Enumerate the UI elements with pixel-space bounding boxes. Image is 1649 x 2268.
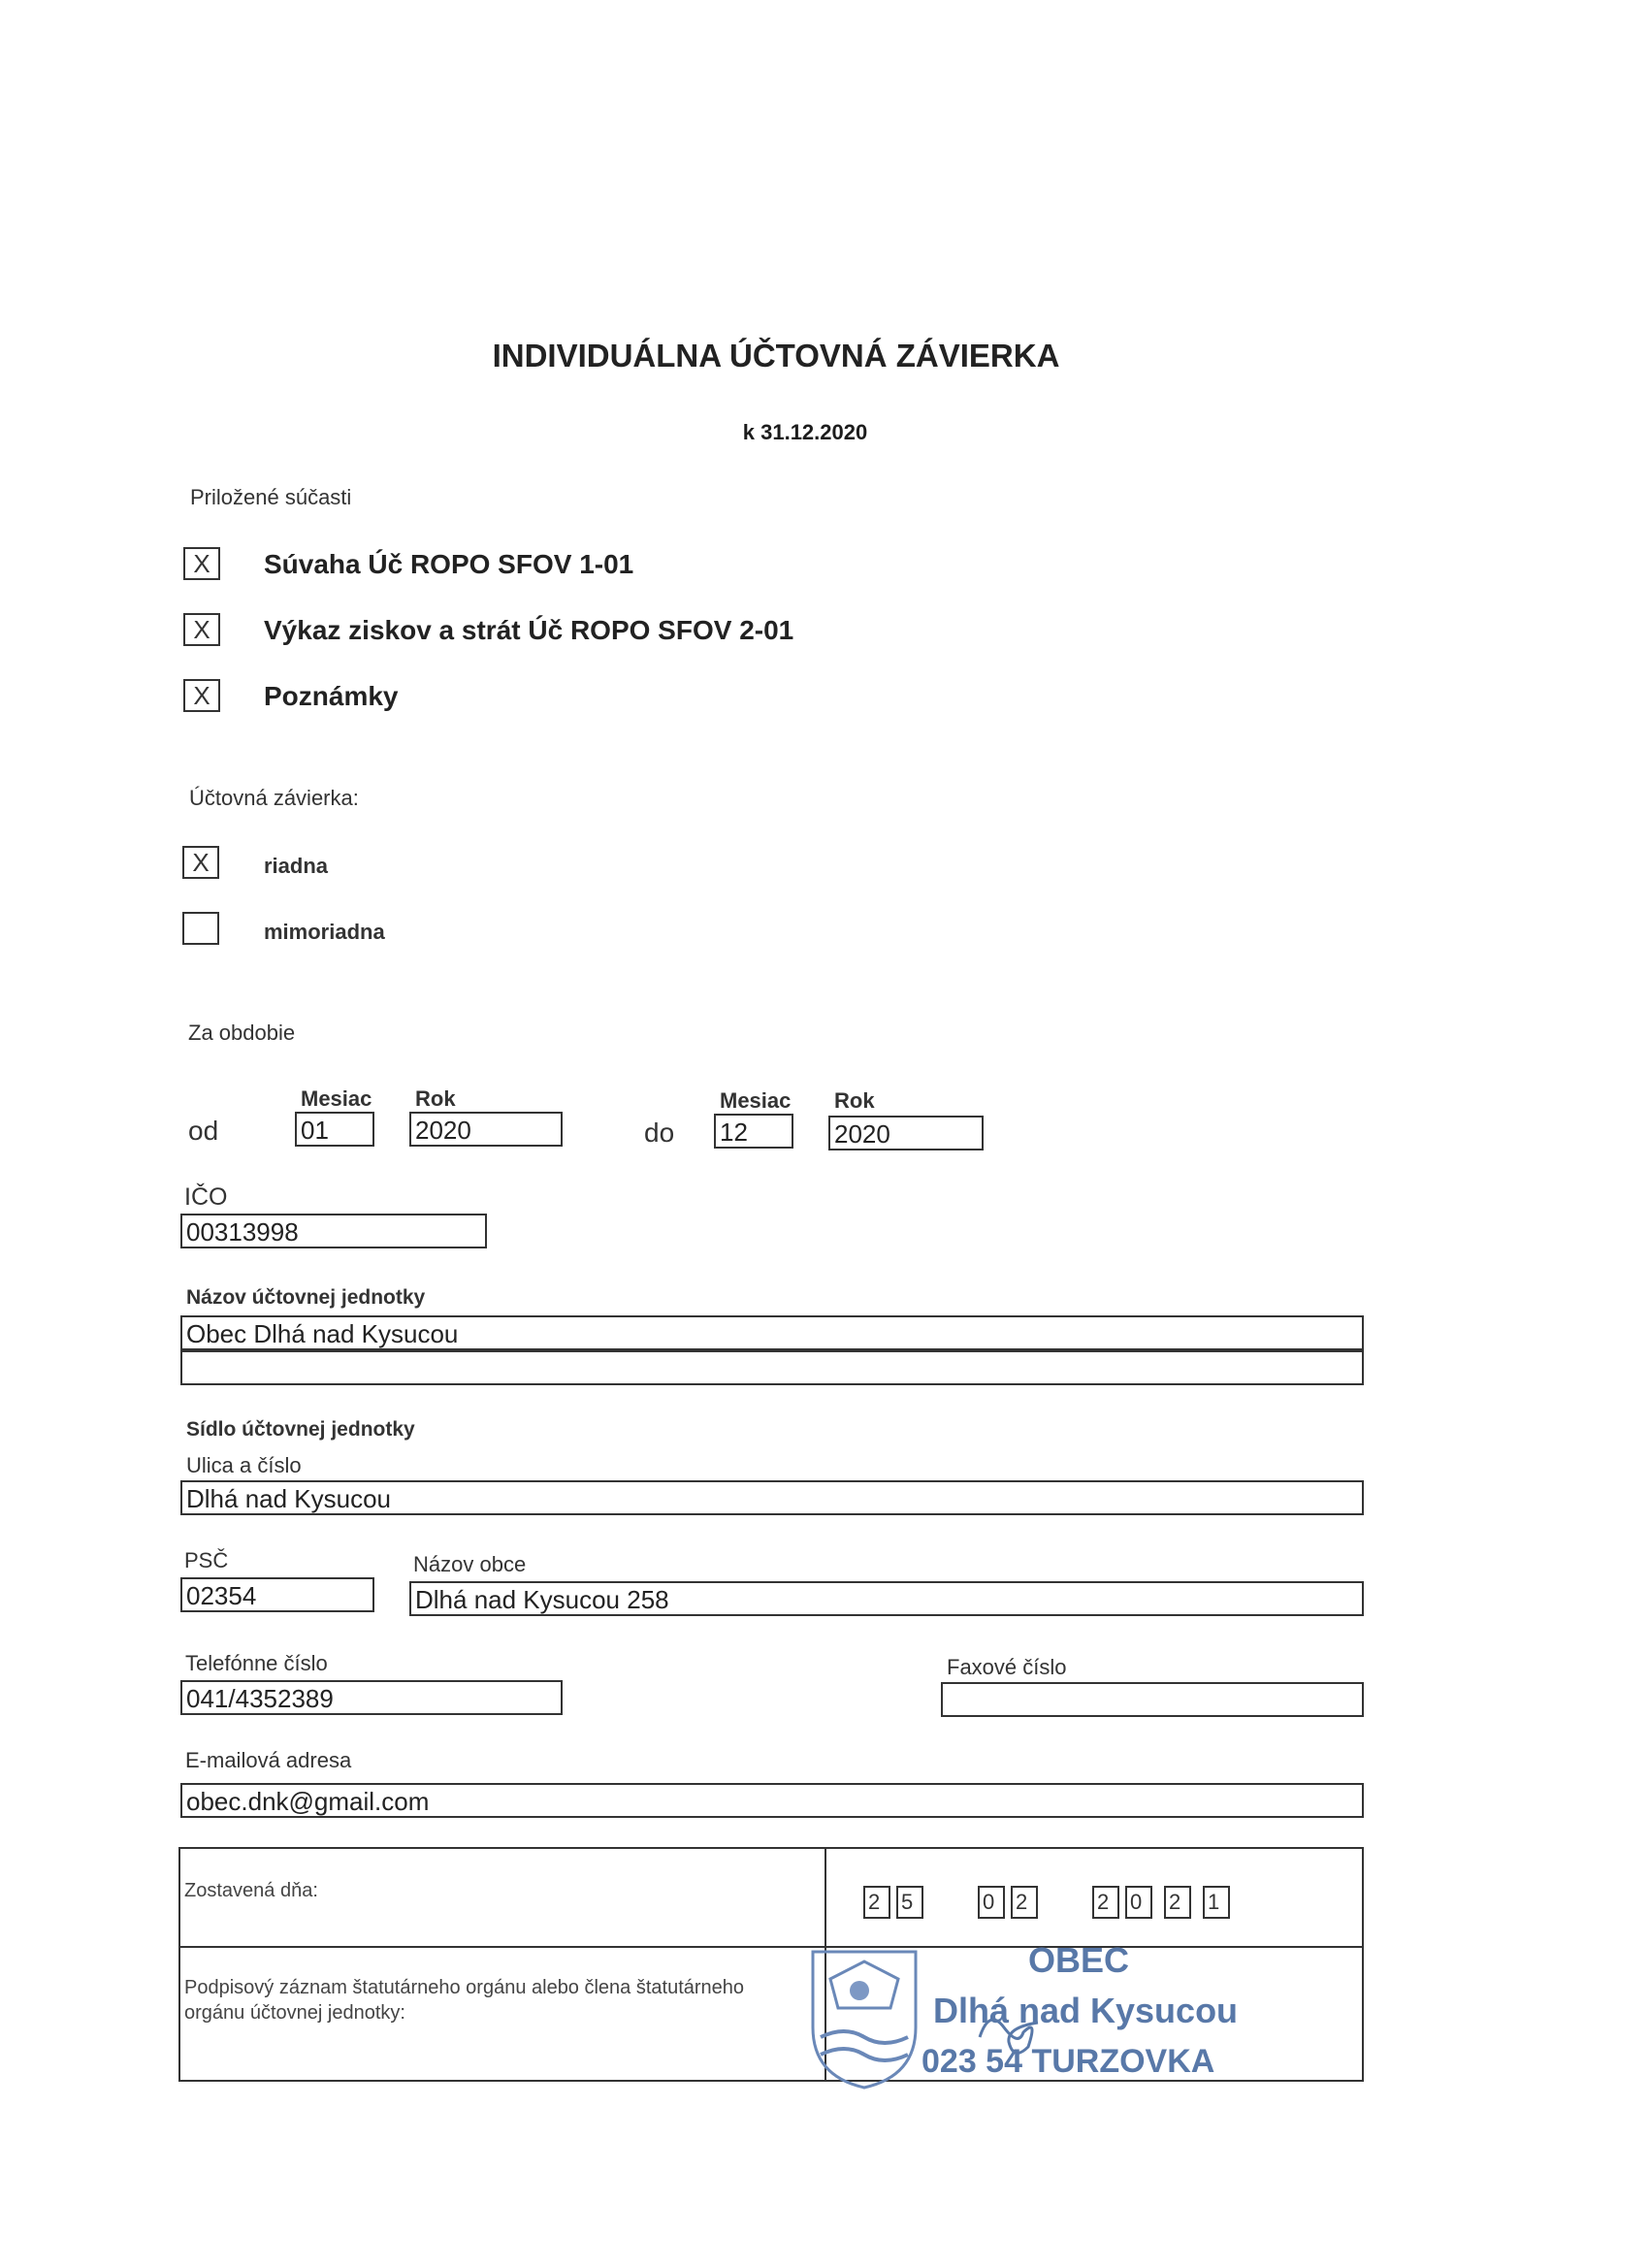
attachments-label: Priložené súčasti <box>190 485 352 509</box>
compiled-year-digit-2[interactable]: 0 <box>1125 1886 1152 1919</box>
street-field[interactable]: Dlhá nad Kysucou <box>180 1480 1364 1515</box>
ico-field[interactable]: 00313998 <box>180 1214 487 1248</box>
to-month-header: Mesiac <box>720 1088 792 1113</box>
compiled-year-digit-4[interactable]: 1 <box>1203 1886 1230 1919</box>
period-label: Za obdobie <box>188 1021 296 1045</box>
attachment-label-balance: Súvaha Úč ROPO SFOV 1-01 <box>264 549 634 579</box>
signature-label-line2: orgánu účtovnej jednotky: <box>184 2002 405 2024</box>
from-label: od <box>188 1116 219 1146</box>
signature-scribble-icon <box>970 1998 1057 2066</box>
compiled-year-digit-3[interactable]: 2 <box>1164 1886 1191 1919</box>
coat-of-arms-stamp-icon <box>801 1940 927 2095</box>
psc-label: PSČ <box>184 1548 229 1572</box>
table-divider-horizontal <box>178 1946 1364 1948</box>
fax-field[interactable] <box>941 1682 1364 1717</box>
ico-label: IČO <box>184 1183 228 1211</box>
closing-type-label: Účtovná závierka: <box>189 786 359 810</box>
phone-field[interactable]: 041/4352389 <box>180 1680 563 1715</box>
to-label: do <box>644 1118 675 1148</box>
attachment-label-notes: Poznámky <box>264 681 399 711</box>
signature-label <box>184 1975 744 2025</box>
page-title: INDIVIDUÁLNA ÚČTOVNÁ ZÁVIERKA <box>492 338 1060 373</box>
street-label: Ulica a číslo <box>186 1453 302 1477</box>
report-date: k 31.12.2020 <box>742 420 868 444</box>
compiled-day-digit-2[interactable]: 5 <box>896 1886 923 1919</box>
closing-checkbox-regular[interactable]: X <box>182 846 219 879</box>
psc-field[interactable]: 02354 <box>180 1577 374 1612</box>
email-field[interactable]: obec.dnk@gmail.com <box>180 1783 1364 1818</box>
from-month-field[interactable]: 01 <box>295 1112 374 1147</box>
compiled-month-digit-1[interactable]: 0 <box>978 1886 1005 1919</box>
signature-label-line1: Podpisový záznam štatutárneho orgánu alebo člena štatutárneho <box>184 1977 745 1998</box>
entity-name-label: Názov účtovnej jednotky <box>186 1286 426 1309</box>
stamp-line1: OBEC <box>1028 1940 1130 1980</box>
to-month-field[interactable]: 12 <box>714 1114 793 1149</box>
to-year-header: Rok <box>834 1088 875 1113</box>
seat-label: Sídlo účtovnej jednotky <box>186 1418 415 1441</box>
attachment-checkbox-income[interactable]: X <box>183 613 220 646</box>
stamp-line2: Dlhá nad Kysucou <box>933 1991 1239 2030</box>
to-year-field[interactable]: 2020 <box>828 1116 984 1150</box>
closing-label-extraordinary: mimoriadna <box>264 920 385 944</box>
compiled-label: Zostavená dňa: <box>184 1880 318 1901</box>
from-month-header: Mesiac <box>301 1086 372 1111</box>
closing-checkbox-extraordinary[interactable] <box>182 912 219 945</box>
from-year-field[interactable]: 2020 <box>409 1112 563 1147</box>
compiled-day-digit-1[interactable]: 2 <box>863 1886 890 1919</box>
fax-label: Faxové číslo <box>947 1655 1067 1679</box>
email-label: E-mailová adresa <box>185 1748 352 1772</box>
town-label: Názov obce <box>413 1552 527 1576</box>
from-year-header: Rok <box>415 1086 456 1111</box>
entity-name-field-line2[interactable] <box>180 1350 1364 1385</box>
compiled-year-digit-1[interactable]: 2 <box>1092 1886 1119 1919</box>
closing-label-regular: riadna <box>264 854 329 878</box>
town-field[interactable]: Dlhá nad Kysucou 258 <box>409 1581 1364 1616</box>
attachment-label-income: Výkaz ziskov a strát Úč ROPO SFOV 2-01 <box>264 615 794 645</box>
phone-label: Telefónne číslo <box>185 1651 328 1675</box>
attachment-checkbox-notes[interactable]: X <box>183 679 220 712</box>
attachment-checkbox-balance[interactable]: X <box>183 547 220 580</box>
entity-name-field-line1[interactable]: Obec Dlhá nad Kysucou <box>180 1315 1364 1350</box>
stamp-line3: 023 54 TURZOVKA <box>922 2043 1215 2080</box>
compiled-month-digit-2[interactable]: 2 <box>1011 1886 1038 1919</box>
